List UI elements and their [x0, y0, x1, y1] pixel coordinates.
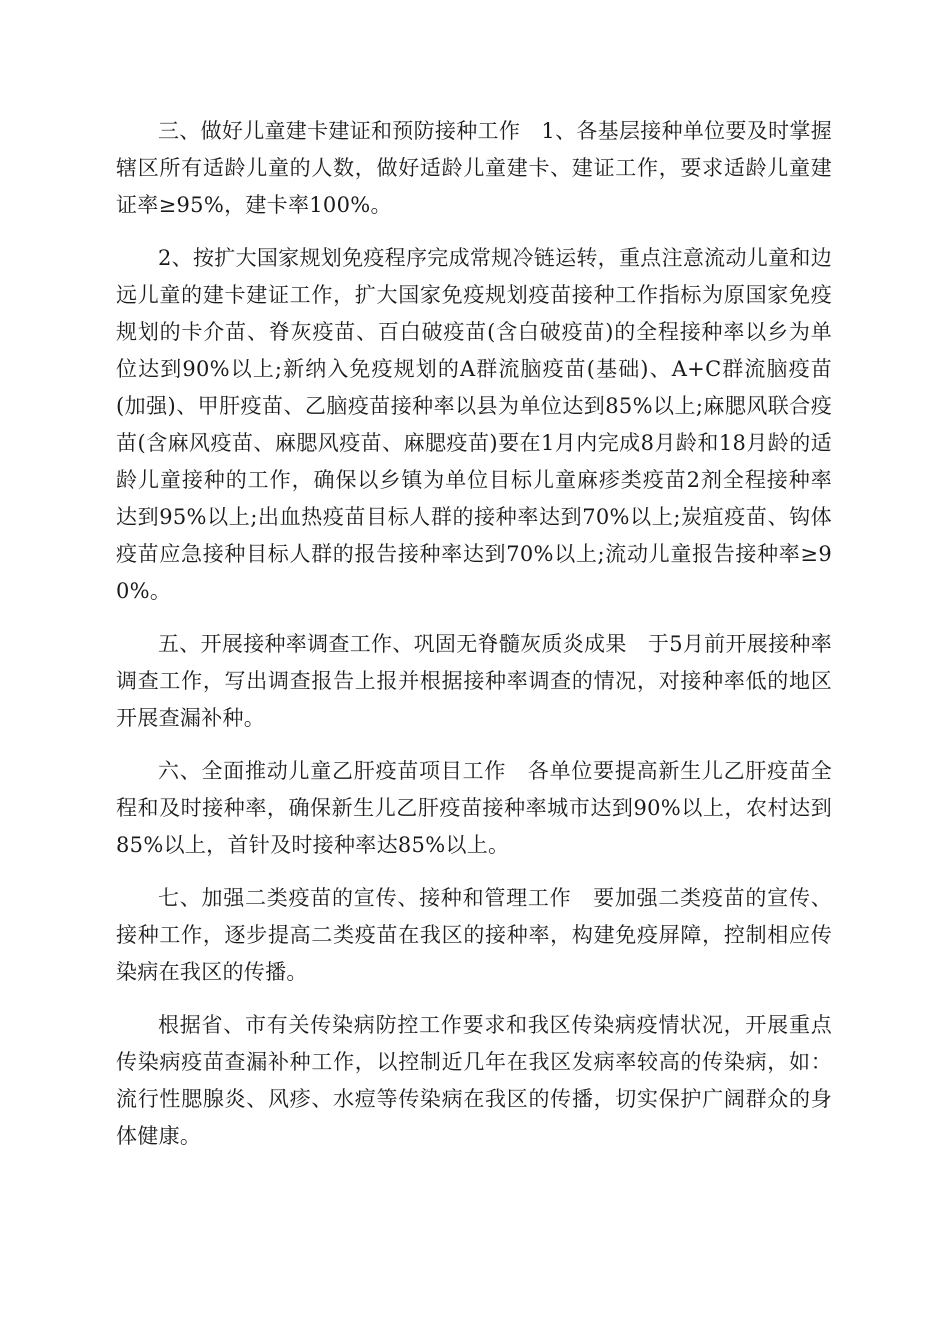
- document-body: [116, 113, 832, 1171]
- paragraph-section-7: 七、加强二类疫苗的宣传、接种和管理工作 要加强二类疫苗的宣传、接种工作，逐步提高二类疫苗在我区的接种率，构建免疫屏障，控制相应传染病在我区的传播。: [116, 886, 832, 984]
- paragraph-catch-up-vaccination: 根据省、市有关传染病防控工作要求和我区传染病疫情状况，开展重点传染病疫苗查漏补种工作，以控制近几年在我区发病率较高的传染病，如：流行性腮腺炎、风疹、水痘等传染病在我区的传播，切实保护广阔群众的身体健康。: [116, 1013, 832, 1148]
- paragraph-section-6: 六、全面推动儿童乙肝疫苗项目工作 各单位要提高新生儿乙肝疫苗全程和及时接种率，确保新生儿乙肝疫苗接种率城市达到90%以上，农村达到85%以上，首针及时接种率达85%以上。: [116, 759, 832, 857]
- paragraph-section-3: 三、做好儿童建卡建证和预防接种工作 1、各基层接种单位要及时掌握辖区所有适龄儿童的人数，做好适龄儿童建卡、建证工作，要求适龄儿童建证率≥95%，建卡率100%。: [116, 119, 832, 217]
- paragraph-immunization-targets: 2、按扩大国家规划免疫程序完成常规冷链运转，重点注意流动儿童和边远儿童的建卡建证工作，扩大国家免疫规划疫苗接种工作指标为原国家免疫规划的卡介苗、脊灰疫苗、百白破疫苗(含白破疫苗)的全程接种率以乡为单位达到90%以上;新纳入免疫规划的A群流脑疫苗(基础)、A+C群流脑疫苗(加强)、甲肝疫苗、乙脑疫苗接种率以县为单位达到85%以上;麻腮风联合疫苗(含麻风疫苗、麻腮风疫苗、麻腮疫苗)要在1月内完成8月龄和18月龄的适龄儿童接种的工作，确保以乡镇为单位目标儿童麻疹类疫苗2剂全程接种率达到95%以上;出血热疫苗目标人群的接种率达到70%以上;炭疽疫苗、钩体疫苗应急接种目标人群的报告接种率达到70%以上;流动儿童报告接种率≥90%。: [116, 246, 832, 603]
- paragraph-section-5: 五、开展接种率调查工作、巩固无脊髓灰质炎成果 于5月前开展接种率调查工作，写出调查报告上报并根据接种率调查的情况，对接种率低的地区开展查漏补种。: [116, 632, 832, 730]
